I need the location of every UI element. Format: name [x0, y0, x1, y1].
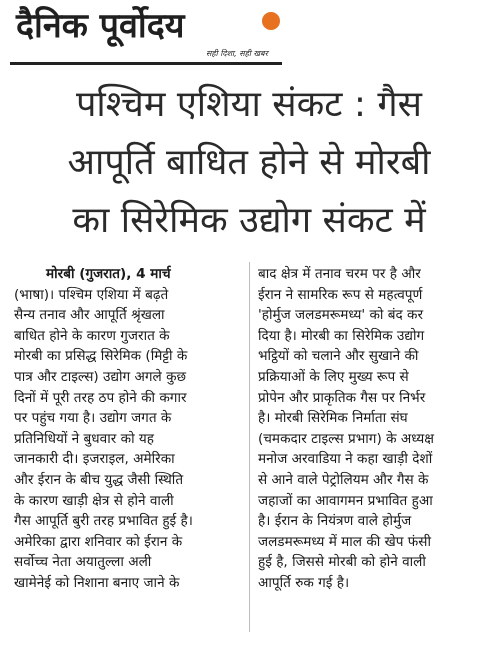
- article-line: से आने वाले पेट्रोलियम और गैस के: [258, 471, 429, 488]
- masthead-rule: [10, 62, 282, 65]
- headline-line: पश्चिम एशिया संकट : गैस: [75, 84, 422, 125]
- article-line: बाद क्षेत्र में तनाव चरम पर है और: [258, 266, 421, 282]
- article-line: सैन्य तनाव और आपूर्ति श्रृंखला: [14, 307, 165, 324]
- article-line: सर्वोच्च नेता अयातुल्ला अली: [14, 554, 152, 571]
- newspaper-tagline: सही दिशा, सही खबर: [206, 49, 268, 58]
- headline: [10, 76, 488, 250]
- article-line: प्रक्रियाओं के लिए मुख्य रूप से: [258, 368, 409, 385]
- article-line: हुई है, जिससे मोरबी को होने वाली: [258, 554, 426, 571]
- article-line: अमेरिका द्वारा शनिवार को ईरान के: [14, 533, 183, 550]
- article-line: दिया है। मोरबी का सिरेमिक उद्योग: [258, 327, 425, 344]
- article-line: है। मोरबी सिरेमिक निर्माता संघ: [258, 410, 408, 427]
- masthead: [10, 4, 290, 70]
- article-line: पात्र और टाइल्स) उद्योग अगले कुछ: [14, 368, 187, 385]
- article-line: और ईरान के बीच युद्ध जैसी स्थिति: [14, 471, 184, 488]
- article-line: खामेनेई को निशाना बनाए जाने के: [14, 574, 180, 591]
- article-line: है। ईरान के नियंत्रण वाले होर्मुज: [258, 513, 412, 530]
- article-line: (भाषा)। पश्चिम एशिया में बढ़ते: [14, 286, 169, 303]
- article-line: जहाजों का आवागमन प्रभावित हुआ: [258, 492, 433, 509]
- article-line: (चमकदार टाइल्स प्रभाग) के अध्यक्ष: [258, 430, 434, 447]
- article-line: दिनों में पूरी तरह ठप होने की कगार: [14, 389, 187, 406]
- dateline: मोरबी (गुजरात), 4 मार्च: [46, 266, 171, 282]
- article-line: प्रोपेन और प्राकृतिक गैस पर निर्भर: [258, 389, 426, 406]
- headline-line: का सिरेमिक उद्योग संकट में: [72, 200, 426, 241]
- article-line: ईरान ने सामरिक रूप से महत्वपूर्ण: [258, 286, 423, 303]
- article-line: 'होर्मुज जलडमरूमध्य' को बंद कर: [258, 307, 424, 324]
- article-line: के कारण खाड़ी क्षेत्र से होने वाली: [14, 492, 174, 509]
- article-line: पर पहुंच गया है। उद्योग जगत के: [14, 410, 172, 427]
- headline-line: आपूर्ति बाधित होने से मोरबी: [67, 142, 431, 183]
- article-column-right: [258, 264, 490, 594]
- article-line: आपूर्ति रुक गई है।: [258, 574, 350, 591]
- article-line: जानकारी दी। इजराइल, अमेरिका: [14, 451, 175, 468]
- article-column-left: [14, 264, 242, 594]
- article-line: जलडमरूमध्य में माल की खेप फंसी: [258, 533, 431, 550]
- article-line: गैस आपूर्ति बुरी तरह प्रभावित हुई है।: [14, 513, 193, 530]
- article-line: मोरबी का प्रसिद्ध सिरेमिक (मिट्टी के: [14, 348, 188, 365]
- article-line: बाधित होने के कारण गुजरात के: [14, 327, 170, 344]
- column-divider: [249, 262, 250, 632]
- article-line: प्रतिनिधियों ने बुधवार को यह: [14, 430, 155, 447]
- logo-dot-icon: [262, 12, 280, 30]
- article-line: भट्ठियों को चलाने और सुखाने की: [258, 348, 419, 365]
- article-line: मनोज अरवाडिया ने कहा खाड़ी देशों: [258, 451, 433, 468]
- newspaper-title: दैनिक पूर्वोदय: [16, 6, 185, 46]
